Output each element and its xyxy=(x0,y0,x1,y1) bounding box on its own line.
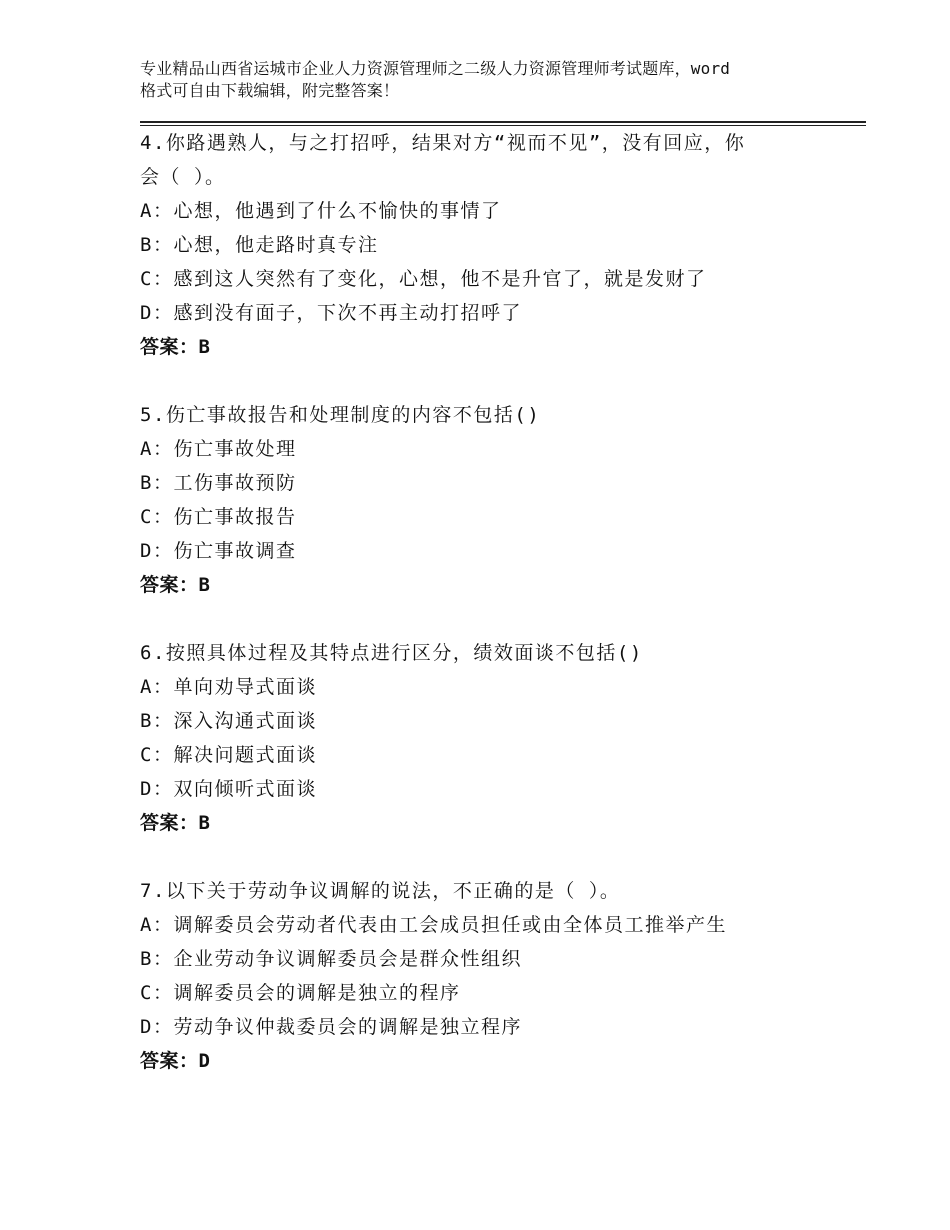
option-c: C：调解委员会的调解是独立的程序 xyxy=(140,982,461,1004)
answer-line xyxy=(140,330,840,364)
question-stem: 5.伤亡事故报告和处理制度的内容不包括() xyxy=(140,404,541,426)
option-b: B：心想，他走路时真专注 xyxy=(140,234,379,256)
header-divider-thick xyxy=(140,121,866,123)
header-line-1: 专业精品山西省运城市企业人力资源管理师之二级人力资源管理师考试题库，word xyxy=(140,59,731,78)
answer-value: B xyxy=(198,812,211,834)
question-6 xyxy=(140,636,840,840)
question-stem: 4.你路遇熟人，与之打招呼，结果对方“视而不见”，没有回应，你 xyxy=(140,132,746,154)
option-c: C：解决问题式面谈 xyxy=(140,744,317,766)
option-a: A：伤亡事故处理 xyxy=(140,438,297,460)
answer-line xyxy=(140,806,840,840)
option-a: A：调解委员会劳动者代表由工会成员担任或由全体员工推举产生 xyxy=(140,914,727,936)
option-a: A：单向劝导式面谈 xyxy=(140,676,317,698)
question-7 xyxy=(140,874,840,1078)
answer-line xyxy=(140,568,840,602)
option-a: A：心想，他遇到了什么不愉快的事情了 xyxy=(140,200,502,222)
spacer xyxy=(140,840,840,874)
document-header xyxy=(140,58,840,102)
question-stem-continued: 会（ ）。 xyxy=(140,166,226,188)
answer-label: 答案： xyxy=(140,812,199,834)
option-d: D：伤亡事故调查 xyxy=(140,540,297,562)
answer-label: 答案： xyxy=(140,574,199,596)
option-c: C：感到这人突然有了变化，心想，他不是升官了，就是发财了 xyxy=(140,268,707,290)
answer-value: D xyxy=(198,1050,211,1072)
spacer xyxy=(140,364,840,398)
option-d: D：劳动争议仲裁委员会的调解是独立程序 xyxy=(140,1016,522,1038)
answer-value: B xyxy=(198,336,211,358)
question-5 xyxy=(140,398,840,602)
option-c: C：伤亡事故报告 xyxy=(140,506,297,528)
option-b: B：工伤事故预防 xyxy=(140,472,297,494)
option-b: B：企业劳动争议调解委员会是群众性组织 xyxy=(140,948,522,970)
question-4 xyxy=(140,126,840,364)
answer-value: B xyxy=(198,574,211,596)
question-stem: 7.以下关于劳动争议调解的说法，不正确的是（ ）。 xyxy=(140,880,621,902)
answer-label: 答案： xyxy=(140,1050,199,1072)
spacer xyxy=(140,602,840,636)
answer-line xyxy=(140,1044,840,1078)
option-d: D：双向倾听式面谈 xyxy=(140,778,317,800)
header-line-2: 格式可自由下载编辑，附完整答案！ xyxy=(140,81,400,100)
option-b: B：深入沟通式面谈 xyxy=(140,710,317,732)
option-d: D：感到没有面子，下次不再主动打招呼了 xyxy=(140,302,522,324)
answer-label: 答案： xyxy=(140,336,199,358)
question-stem: 6.按照具体过程及其特点进行区分，绩效面谈不包括() xyxy=(140,642,643,664)
question-list xyxy=(140,126,840,1078)
